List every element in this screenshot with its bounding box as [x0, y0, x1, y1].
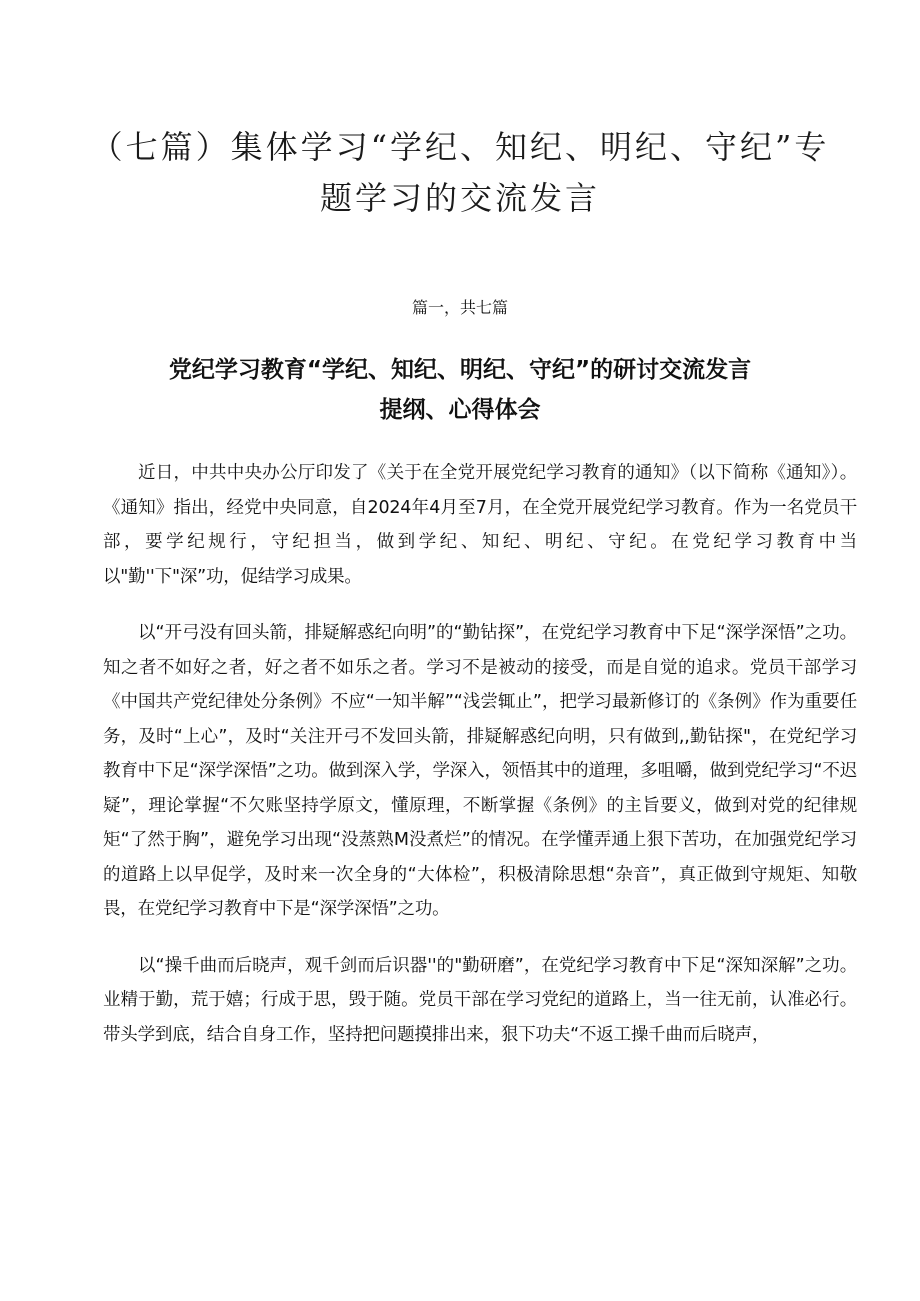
- paragraph-3: 以“操千曲而后晓声，观千剑而后识器''的"勤研磨”，在党纪学习教育中下足“深知深解”之功。业精于勤，荒于嬉；行成于思，毁于随。党员干部在学习党纪的道路上，当一往无前，认准必行。带头学到底，结合自身工作，坚持把问题摸排出来，狠下功夫“不返工操千曲而后晓声，: [103, 955, 857, 1045]
- section-title: [80, 350, 840, 430]
- body-text: [103, 456, 857, 1074]
- paragraph-1: 近日，中共中央办公厅印发了《关于在全党开展党纪学习教育的通知》（以下简称《通知》）。《通知》指出，经党中央同意，自2024年4月至7月，在全党开展党纪学习教育。作为一名党员干部，要学纪规行，守纪担当，做到学纪、知纪、明纪、守纪。在党纪学习教育中当以"勤''下"深”功，促结学习成果。: [103, 463, 857, 587]
- section-title-line-2: 提纲、心得体会: [379, 397, 541, 423]
- document-title-line-1: （七篇）集体学习“学纪、知纪、明纪、守纪”专: [90, 128, 830, 166]
- paragraph-2: 以“开弓没有回头箭，排疑解惑纪向明”的“勤钻探”，在党纪学习教育中下足“深学深悟”之功。知之者不如好之者，好之者不如乐之者。学习不是被动的接受，而是自觉的追求。党员干部学习《中国共产党纪律处分条例》不应“一知半解”“浅尝辄止”，把学习最新修订的《条例》作为重要任务，及时“上心”，及时“关注开弓不发回头箭，排疑解惑纪向明，只有做到,,勤钻探"，在党纪学习教育中下足“深学深悟”之功。做到深入学，学深入，领悟其中的道理，多咀嚼，做到党纪学习“不迟疑”，理论掌握“不欠账坚持学原文，懂原理，不断掌握《条例》的主旨要义，做到对党的纪律规矩“了然于胸”，避免学习出现“没蒸熟M没煮烂”的情况。在学懂弄通上狠下苦功，在加强党纪学习的道路上以早促学，及时来一次全身的“大体检”，积极清除思想“杂音”，真正做到守规矩、知敬畏，在党纪学习教育中下是“深学深悟”之功。: [103, 623, 857, 919]
- document-title-line-2: 题学习的交流发言: [319, 179, 600, 217]
- section-title-line-1: 党纪学习教育“学纪、知纪、明纪、守纪”的研讨交流发言: [168, 357, 752, 383]
- section-label: 篇一，共七篇: [411, 298, 508, 317]
- document-title: [80, 122, 840, 224]
